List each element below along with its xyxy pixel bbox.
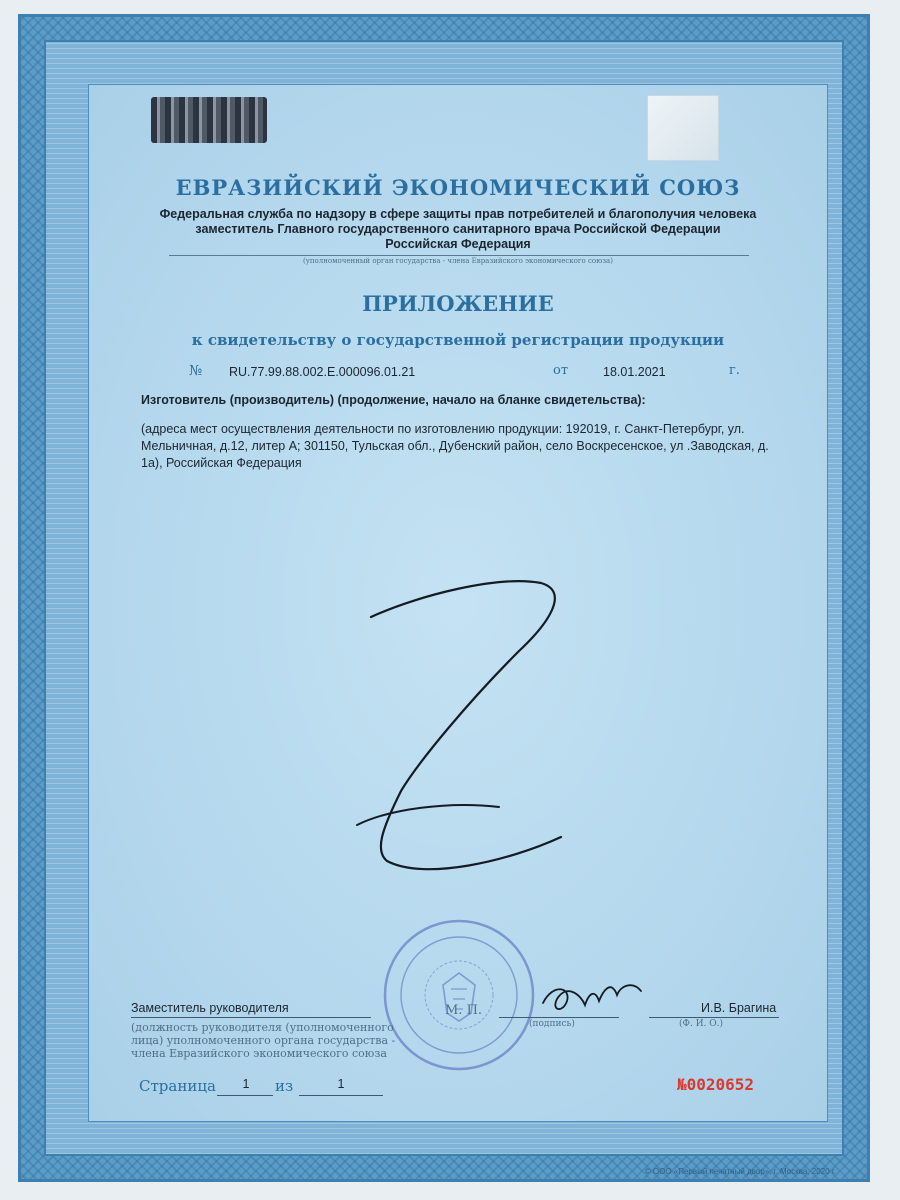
page-label: Страница [139, 1077, 216, 1095]
agency-line-2: заместитель Главного государственного санитарного врача Российской Федерации [195, 222, 721, 236]
sticker-label [647, 95, 719, 161]
official-seal [379, 915, 539, 1075]
page-number: 1 [242, 1077, 250, 1091]
manufacturer-addresses: (адреса мест осуществления деятельности по изготовлению продукции: 192019, г. Санкт-Петербург, ул. Мельничная, д.12, литер А; 301150, Тульская обл., Дубенский район, село Воскресенское, ул .Заводская, д. 1а), Российская Федерация [141, 422, 769, 470]
year-suffix: г. [729, 363, 740, 378]
agency-caption: (уполномоченный орган государства - члена Евразийского экономического союза) [303, 257, 613, 265]
signatory-position: Заместитель руководителя [131, 1001, 289, 1015]
page-total: 1 [337, 1077, 345, 1091]
signature-line [499, 1017, 619, 1018]
certificate-sheet [18, 14, 870, 1182]
hologram-strip [151, 97, 267, 143]
agency-line-1: Федеральная служба по надзору в сфере защиты прав потребителей и благополучия человека [159, 207, 757, 221]
registration-date: 18.01.2021 [603, 365, 666, 379]
name-line [649, 1017, 779, 1018]
annex-title: ПРИЛОЖЕНИЕ [362, 291, 554, 316]
seal-place-label: М. П. [445, 1003, 483, 1018]
role-caption: (должность руководителя (уполномоченного лица) уполномоченного органа государства - члена Евразийского экономического союза [131, 1021, 396, 1060]
of-label: из [275, 1077, 294, 1095]
signatory-name: И.В. Брагина [701, 1001, 777, 1015]
serial-number: №0020652 [677, 1075, 755, 1094]
handwritten-signature [537, 965, 647, 1025]
agency-underline [169, 255, 749, 256]
signature-caption: (подпись) [529, 1019, 575, 1029]
manufacturer-heading: Изготовитель (производитель) (продолжение, начало на бланке свидетельства): [141, 393, 646, 407]
printer-imprint: © ООО «Первый печатный двор», г. Москва, 2020 г. [644, 1167, 836, 1176]
cancel-mark-z [329, 525, 569, 885]
position-line [131, 1017, 371, 1018]
page-number-line [217, 1095, 273, 1096]
document-body [88, 84, 828, 1122]
agency-line-3: Российская Федерация [385, 237, 531, 251]
agency-name [119, 207, 797, 252]
registration-number: RU.77.99.88.002.Е.000096.01.21 [229, 365, 416, 379]
number-sign: № [189, 363, 203, 379]
page-total-line [299, 1095, 383, 1096]
fio-caption: (Ф. И. О.) [679, 1019, 724, 1029]
annex-subtitle: к свидетельству о государственной регистрации продукции [191, 331, 725, 349]
union-title: ЕВРАЗИЙСКИЙ ЭКОНОМИЧЕСКИЙ СОЮЗ [175, 175, 741, 200]
from-label: от [553, 363, 569, 378]
